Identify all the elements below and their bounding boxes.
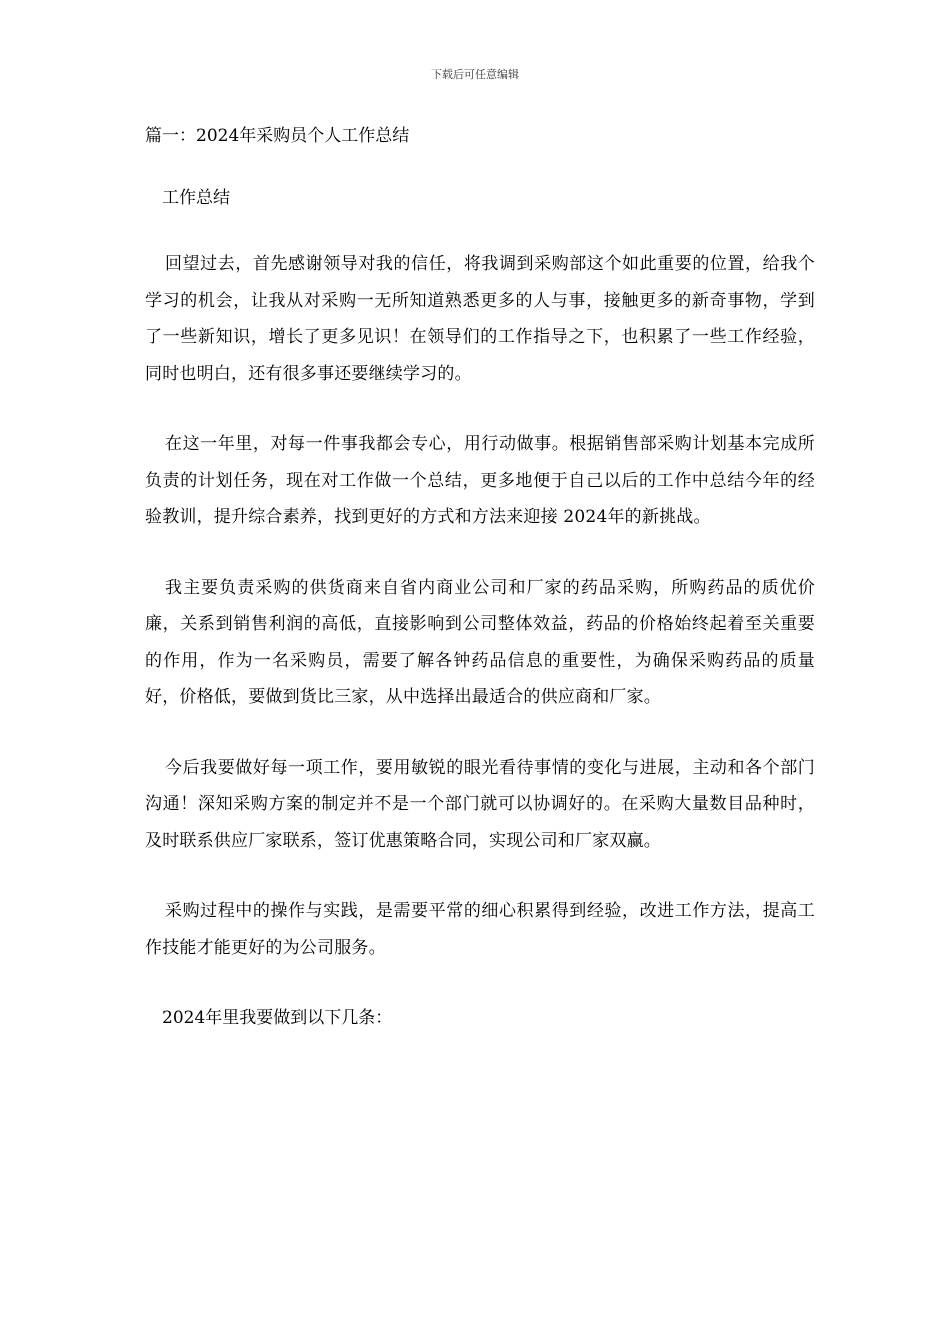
header-note: 下载后可任意编辑 [431,68,519,81]
document-title: 篇一：2024年采购员个人工作总结 [145,126,410,146]
section-heading: 工作总结 [162,188,230,208]
paragraph-5: 采购过程中的操作与实践，是需要平常的细心积累得到经验，改进工作方法，提高工作技能才能更好的为公司服务。 [145,901,815,958]
paragraph-2: 在这一年里，对每一件事我都会专心，用行动做事。根据销售部采购计划基本完成所负责的计划任务，现在对工作做一个总结，更多地便于自己以后的工作中总结今年的经验教训，提升综合素养，找到更好的方式和方法来迎接 2024年的新挑战。 [145,434,815,527]
document-body [145,118,815,1036]
paragraph-4: 今后我要做好每一项工作，要用敏锐的眼光看待事情的变化与进展，主动和各个部门沟通！深知采购方案的制定并不是一个部门就可以协调好的。在采购大量数目品种时，及时联系供应厂家联系，签订优惠策略合同，实现公司和厂家双赢。 [145,757,815,851]
paragraph-3: 我主要负责采购的供货商来自省内商业公司和厂家的药品采购，所购药品的质优价廉，关系到销售利润的高低，直接影响到公司整体效益，药品的价格始终起着至关重要的作用，作为一名采购员，需要了解各钟药品信息的重要性，为确保采购药品的质量好，价格低，要做到货比三家，从中选择出最适合的供应商和厂家。 [145,577,815,707]
closing-line: 2024年里我要做到以下几条： [162,1008,393,1028]
paragraph-1: 回望过去，首先感谢领导对我的信任，将我调到采购部这个如此重要的位置，给我个学习的机会，让我从对采购一无所知道熟悉更多的人与事，接触更多的新奇事物，学到了一些新知识，增长了更多见识！在领导们的工作指导之下，也积累了一些工作经验，同时也明白，还有很多事还要继续学习的。 [145,254,815,384]
